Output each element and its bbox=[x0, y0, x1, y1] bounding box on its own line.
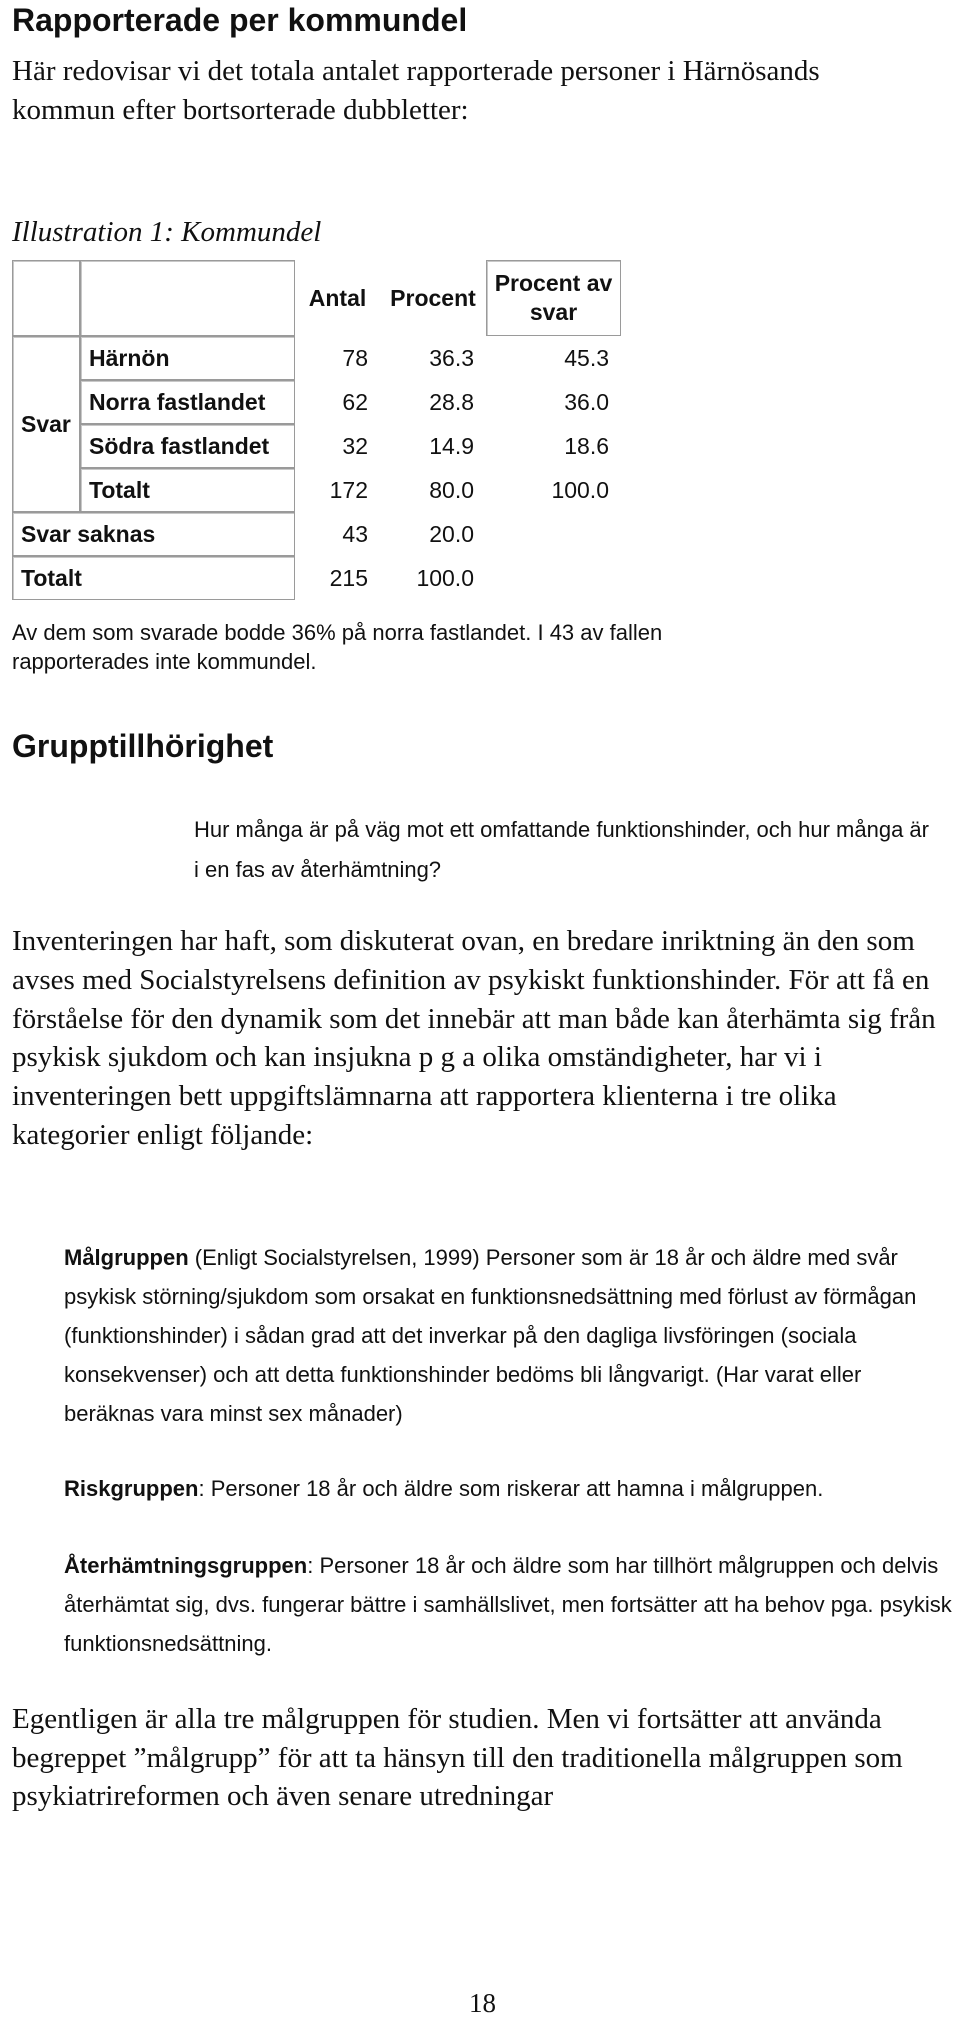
row-label: Norra fastlandet bbox=[80, 380, 295, 424]
table-row bbox=[12, 468, 621, 512]
cell-procent: 14.9 bbox=[429, 432, 474, 459]
cell-procent: 28.8 bbox=[429, 388, 474, 415]
table-row bbox=[12, 556, 621, 600]
definition-term: Riskgruppen bbox=[64, 1476, 199, 1501]
cell-antal: 32 bbox=[342, 432, 368, 459]
definition-text: (Enligt Socialstyrelsen, 1999) Personer som är 18 år och äldre med svår psykisk störning/sjukdom som orsakat en funktionsnedsättning med förlust av förmågan (funktionshinder) i sådan grad att det inverkar på den dagliga livsföringen (sociala konsekvenser) och att detta funktionshinder bedöms bli långvarigt. (Har varat eller beräknas vara minst sex månader) bbox=[64, 1245, 917, 1426]
definition-text: : Personer 18 år och äldre som riskerar att hamna i målgruppen. bbox=[198, 1476, 824, 1501]
question-text: Hur många är på väg mot ett omfattande funktionshinder, och hur många är i en fas av återhämtning? bbox=[194, 817, 929, 882]
section-heading-kommundel: Rapporterade per kommundel bbox=[12, 2, 468, 38]
cell-procent: 80.0 bbox=[429, 476, 474, 503]
cell-procent-av-svar: 45.3 bbox=[564, 344, 609, 371]
body-paragraph-1: Inventeringen har haft, som diskuterat ovan, en bredare inriktning än den som avses med Socialstyrelsens definition av psykiskt funktionshinder. För att få en förståelse för den dynamik som det innebär att man både kan återhämta sig från psykisk sjukdom och kan insjukna p g a olika omständigheter, har vi i inventeringen bett uppgiftslämnarna att rapportera klienterna i tre olika kategorier enligt följande: bbox=[12, 925, 936, 1151]
row-label: Härnön bbox=[80, 336, 295, 380]
row-label: Södra fastlandet bbox=[80, 424, 295, 468]
table-note: Av dem som svarade bodde 36% på norra fastlandet. I 43 av fallen rapporterades inte kommundel. bbox=[12, 620, 663, 674]
header-empty-cell bbox=[80, 260, 295, 336]
definition-aterhamtningsgruppen bbox=[64, 1546, 954, 1663]
definition-term: Målgruppen bbox=[64, 1245, 189, 1270]
table-row bbox=[12, 424, 621, 468]
cell-procent: 36.3 bbox=[429, 344, 474, 371]
cell-antal: 172 bbox=[329, 476, 368, 503]
header-procent: Procent bbox=[390, 284, 476, 311]
definition-malgruppen bbox=[64, 1238, 954, 1433]
cell-antal: 78 bbox=[342, 344, 368, 371]
cell-procent-av-svar: 36.0 bbox=[564, 388, 609, 415]
cell-procent: 100.0 bbox=[416, 564, 474, 591]
header-empty-cell bbox=[12, 260, 80, 336]
definition-riskgruppen bbox=[64, 1469, 954, 1508]
table-row bbox=[12, 380, 621, 424]
row-label-svar-saknas: Svar saknas bbox=[12, 512, 295, 556]
intro-paragraph: Här redovisar vi det totala antalet rapporterade personer i Härnösands kommun efter bortsorterade dubbletter: bbox=[12, 55, 820, 126]
table-caption: Illustration 1: Kommundel bbox=[12, 216, 322, 248]
cell-procent-av-svar: 100.0 bbox=[551, 476, 609, 503]
cell-antal: 43 bbox=[342, 520, 368, 547]
page-number: 18 bbox=[469, 1988, 496, 2018]
definition-term: Återhämtningsgruppen bbox=[64, 1553, 308, 1578]
table-header-row bbox=[12, 260, 621, 336]
section-heading-grupptillhorighet: Grupptillhörighet bbox=[12, 728, 274, 764]
row-label-totalt: Totalt bbox=[12, 556, 295, 600]
table-row bbox=[12, 336, 621, 380]
header-procent-av-svar: Procent av svar bbox=[486, 260, 621, 336]
header-antal: Antal bbox=[308, 284, 367, 311]
empty-cell bbox=[486, 512, 621, 556]
cell-antal: 62 bbox=[342, 388, 368, 415]
table-row bbox=[12, 512, 621, 556]
cell-procent-av-svar: 18.6 bbox=[564, 432, 609, 459]
empty-cell bbox=[486, 556, 621, 600]
body-paragraph-2: Egentligen är alla tre målgruppen för studien. Men vi fortsätter att använda begreppet ”målgrupp” för att ta hänsyn till den traditionella målgruppen som psykiatrireformen och även senare utredningar bbox=[12, 1703, 903, 1812]
group-label-svar: Svar bbox=[12, 336, 80, 512]
definition-text: : Personer 18 år och äldre som har tillhört målgruppen och delvis återhämtat sig, dvs. fungerar bättre i samhällslivet, men fortsätter att ha behov pga. psykisk funktionsnedsättning. bbox=[64, 1553, 952, 1656]
row-label: Totalt bbox=[80, 468, 295, 512]
kommundel-table bbox=[12, 260, 621, 600]
cell-procent: 20.0 bbox=[429, 520, 474, 547]
cell-antal: 215 bbox=[329, 564, 368, 591]
